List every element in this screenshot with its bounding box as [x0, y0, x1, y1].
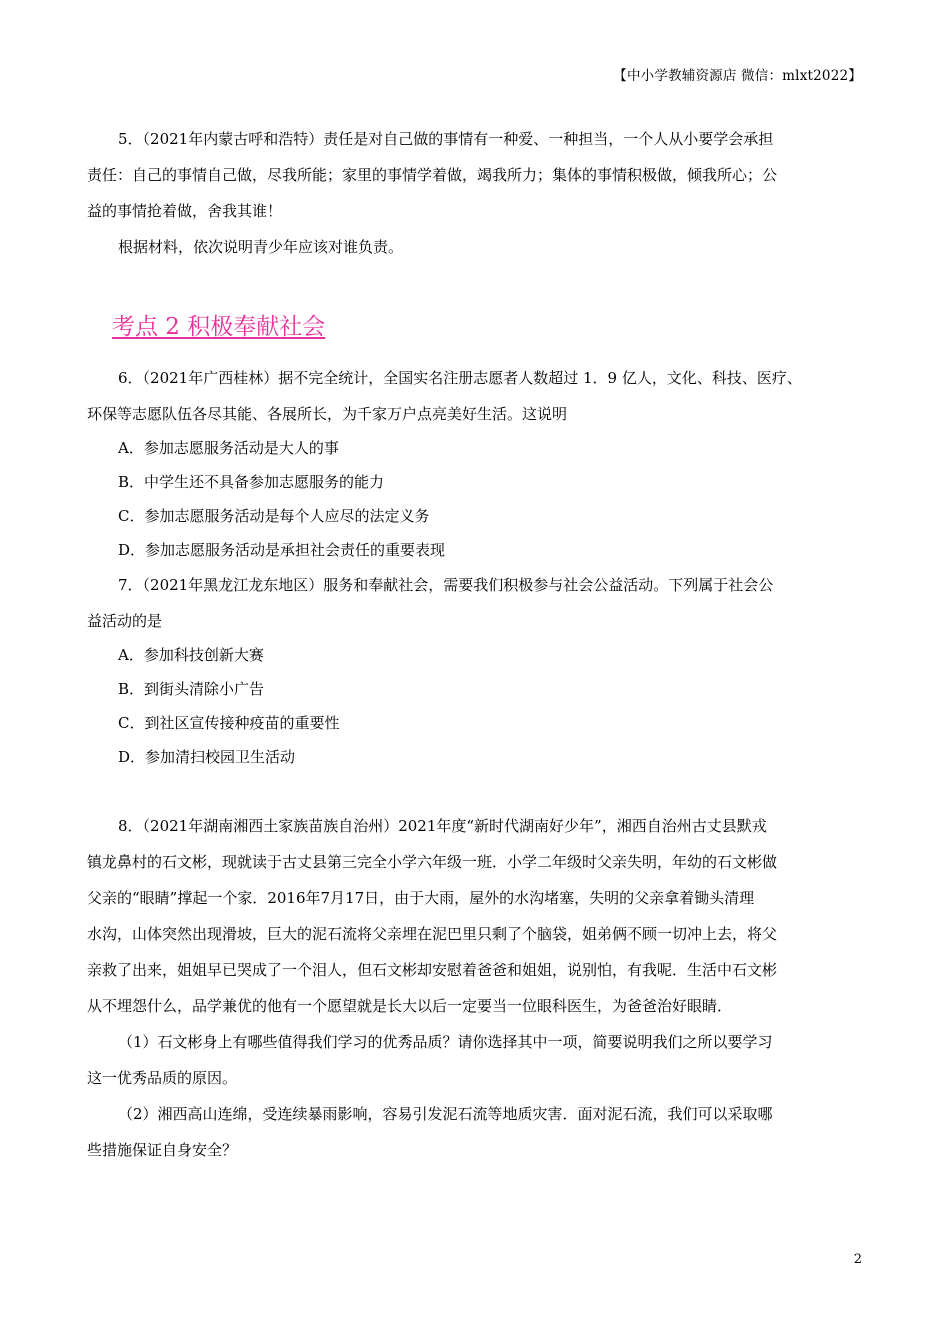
q8-sub1-line-1: （1）石文彬身上有哪些值得我们学习的优秀品质？请你选择其中一项，简要说明我们之所以要学习 [118, 1033, 773, 1051]
q7-option-d: D．参加清扫校园卫生活动 [118, 748, 296, 766]
q7-option-c: C．到社区宣传接种疫苗的重要性 [118, 714, 340, 732]
q8-line-6: 从不埋怨什么，品学兼优的他有一个愿望就是长大以后一定要当一位眼科医生，为爸爸治好眼睛． [87, 997, 733, 1015]
q6-stem-line-1: 6．（2021年广西桂林）据不完全统计，全国实名注册志愿者人数超过 1．9 亿人，文化、科技、医疗、 [118, 369, 802, 387]
q8-line-1: 8．（2021年湖南湘西土家族苗族自治州）2021年度“新时代湖南好少年”，湘西自治州古丈县默戎 [118, 817, 767, 835]
q8-line-2: 镇龙鼻村的石文彬，现就读于古丈县第三完全小学六年级一班．小学二年级时父亲失明，年幼的石文彬做 [87, 853, 778, 871]
section-heading: 考点 2 积极奉献社会 [112, 314, 326, 340]
source-header: 【中小学教辅资源店 微信：mlxt2022】 [613, 68, 862, 84]
q5-line-2: 责任：自己的事情自己做，尽我所能；家里的事情学着做，竭我所力；集体的事情积极做，倾我所心；公 [87, 166, 778, 184]
q7-option-b: B．到街头清除小广告 [118, 680, 265, 698]
q7-option-a: A．参加科技创新大赛 [118, 646, 264, 664]
q5-line-1: 5．（2021年内蒙古呼和浩特）责任是对自己做的事情有一种爱、一种担当，一个人从小要学会承担 [118, 130, 774, 148]
q6-stem-line-2: 环保等志愿队伍各尽其能、各展所长，为千家万户点亮美好生活。这说明 [87, 405, 568, 423]
q7-stem-line-2: 益活动的是 [87, 612, 163, 630]
q7-stem-line-1: 7．（2021年黑龙江龙东地区）服务和奉献社会，需要我们积极参与社会公益活动。下列属于社会公 [118, 576, 774, 594]
q8-line-3: 父亲的“眼睛”撑起一个家．2016年7月17日，由于大雨，屋外的水沟堵塞，失明的父亲拿着锄头清理 [87, 889, 755, 907]
q6-option-d: D．参加志愿服务活动是承担社会责任的重要表现 [118, 541, 446, 559]
q6-option-c: C．参加志愿服务活动是每个人应尽的法定义务 [118, 507, 430, 525]
q6-option-b: B．中学生还不具备参加志愿服务的能力 [118, 473, 385, 491]
q8-line-4: 水沟，山体突然出现滑坡，巨大的泥石流将父亲埋在泥巴里只剩了个脑袋，姐弟俩不顾一切冲上去，将父 [87, 925, 778, 943]
q8-sub2-line-1: （2）湘西高山连绵，受连续暴雨影响，容易引发泥石流等地质灾害．面对泥石流，我们可以采取哪 [118, 1105, 773, 1123]
q8-sub2-line-2: 些措施保证自身安全？ [87, 1141, 238, 1159]
q8-line-5: 亲救了出来，姐姐早已哭成了一个泪人，但石文彬却安慰着爸爸和姐姐，说别怕，有我呢．生活中石文彬 [87, 961, 778, 979]
q5-line-3: 益的事情抢着做，舍我其谁！ [87, 202, 283, 220]
q5-prompt: 根据材料，依次说明青少年应该对谁负责。 [118, 238, 404, 256]
page-number: 2 [853, 1252, 862, 1267]
q6-option-a: A．参加志愿服务活动是大人的事 [118, 439, 339, 457]
q8-sub1-line-2: 这一优秀品质的原因。 [87, 1069, 238, 1087]
